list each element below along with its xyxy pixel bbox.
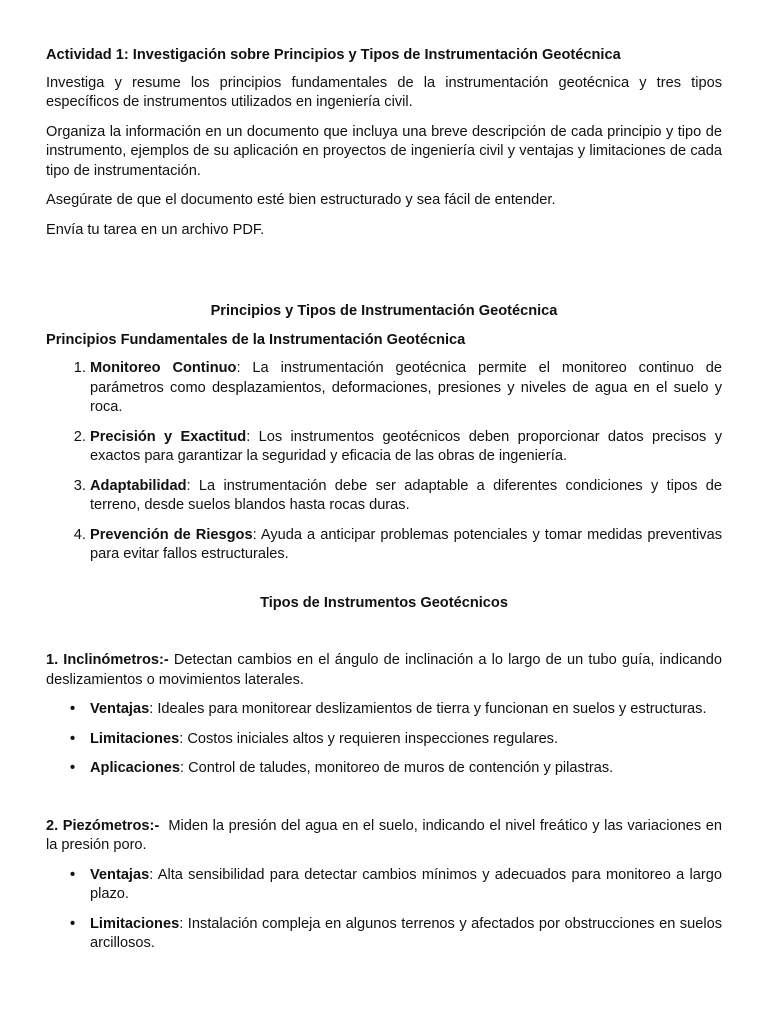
principle-text: : Ayuda a anticipar problemas potenciales y tomar medidas preventivas para evitar fallos estructurales. [90,526,722,562]
instrument-bullets [46,866,722,954]
principle-term: Monitoreo Continuo [90,360,237,376]
activity-paragraph: Envía tu tarea en un archivo PDF. [46,221,265,238]
principle-item [90,477,722,516]
activity-title: Actividad 1: Investigación sobre Principios y Tipos de Instrumentación Geotécnica [46,47,621,63]
instrument-section [46,651,722,779]
instrument-description: Detectan cambios en el ángulo de inclinación a lo largo de un tubo guía, indicando deslizamientos o movimientos laterales. [46,652,722,688]
instrument-name: 2. Piezómetros:- [46,817,160,834]
principles-heading: Principios Fundamentales de la Instrumentación Geotécnica [46,331,466,348]
document-title: Principios y Tipos de Instrumentación Geotécnica [210,303,558,319]
bullet-item [90,700,722,720]
activity-paragraph: Investiga y resume los principios fundamentales de la instrumentación geotécnica y tres tipos específicos de instrumentos utilizados en ingeniería civil. [46,74,722,110]
principle-text: : Los instrumentos geotécnicos deben proporcionar datos precisos y exactos para garantizar la seguridad y eficacia de las obras de ingeniería. [90,428,722,464]
bullet-text: : Instalación compleja en algunos terrenos y afectados por obstrucciones en suelos arcillosos. [90,915,722,951]
instrument-header [46,817,727,856]
bullet-term: Ventajas [90,701,150,717]
bullet-text: : Ideales para monitorear deslizamientos de tierra y funcionan en suelos y estructuras. [149,701,707,717]
section-spacer [46,789,722,817]
bullet-item [90,759,722,779]
instrument-description: Miden la presión del agua en el suelo, indicando el nivel freático y las variaciones en la presión poro. [46,817,727,853]
types-heading: Tipos de Instrumentos Geotécnicos [260,594,508,611]
bullet-text: : Control de taludes, monitoreo de muros de contención y pilastras. [180,760,614,776]
bullet-term: Limitaciones [90,915,180,932]
principle-item [90,526,722,565]
instrument-name: 1. Inclinómetros:- [46,652,169,668]
bullet-item [90,866,722,905]
bullet-term: Aplicaciones [90,760,181,776]
bullet-text: : Costos iniciales altos y requieren inspecciones regulares. [179,730,559,747]
bullet-term: Ventajas [90,866,150,883]
activity-paragraph: Organiza la información en un documento que incluya una breve descripción de cada principio y tipo de instrumento, ejemplos de su aplicación en proyectos de ingeniería civil y ventajas y limitaciones de cada tipo de instrumentación. [46,123,722,179]
bullet-item [90,915,722,954]
instrument-section [46,817,727,954]
principle-item [90,428,722,467]
principles-list [46,359,722,565]
principle-term: Adaptabilidad [90,477,187,494]
instrument-header [46,651,722,690]
instrument-bullets [46,700,722,779]
principle-text: : La instrumentación debe ser adaptable a diferentes condiciones y tipos de terreno, desde suelos blandos hasta rocas duras. [90,477,722,513]
principle-term: Prevención de Riesgos [90,526,253,543]
principle-term: Precisión y Exactitud [90,428,247,445]
bullet-term: Limitaciones [90,730,180,747]
bullet-text: : Alta sensibilidad para detectar cambios mínimos y adecuados para monitoreo a largo plazo. [90,866,722,902]
activity-paragraph: Asegúrate de que el documento esté bien estructurado y sea fácil de entender. [46,192,556,208]
principle-item [90,359,722,418]
principle-text: : La instrumentación geotécnica permite el monitoreo continuo de parámetros como desplazamientos, deformaciones, presiones y niveles de agua en el suelo y roca. [90,360,722,415]
bullet-item [90,730,722,750]
